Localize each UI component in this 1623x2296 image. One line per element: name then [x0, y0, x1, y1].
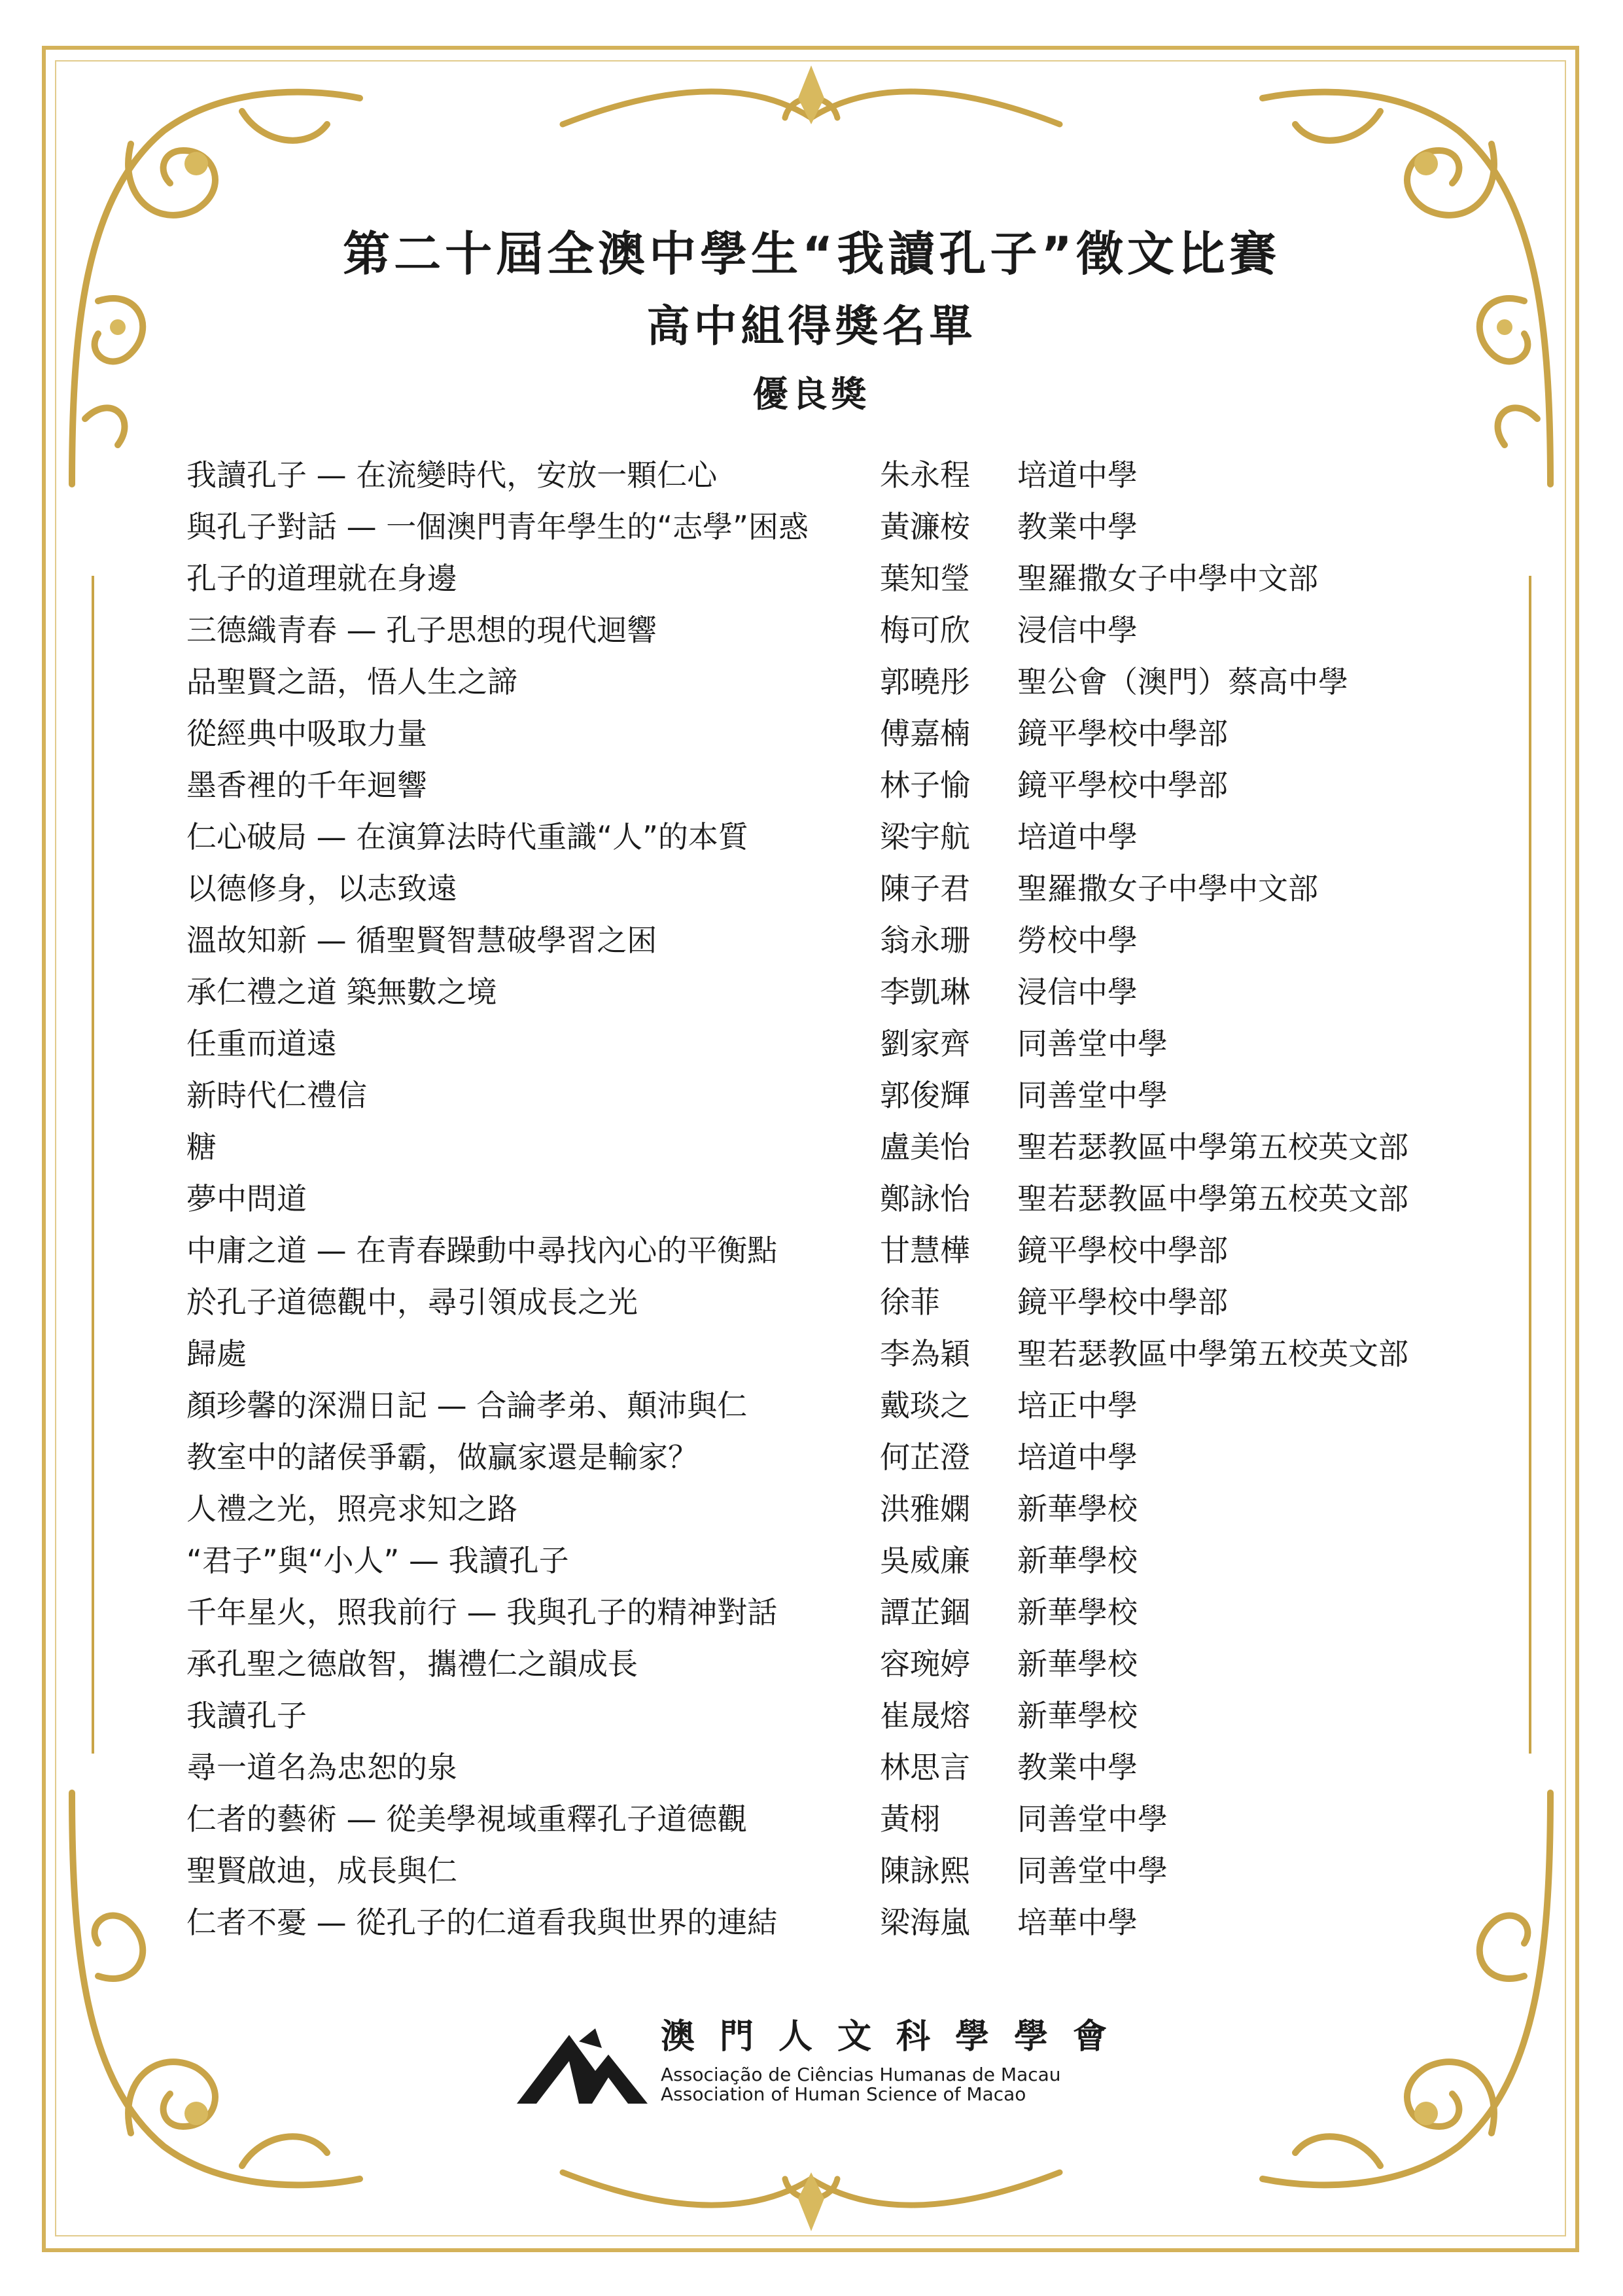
list-item [186, 911, 1462, 963]
entry-title: 於孔子道德觀中，尋引領成長之光 [186, 1284, 638, 1320]
entry-title: 三德織青春 — 孔子思想的現代迴響 [186, 612, 657, 648]
list-item [186, 653, 1462, 705]
page-subtitle: 高中組得獎名單 [646, 301, 977, 351]
list-item [186, 808, 1462, 860]
entry-title: 墨香裡的千年迴響 [186, 768, 427, 803]
school-name: 聖公會（澳門）蔡高中學 [1017, 664, 1348, 699]
page-title: 第二十屆全澳中學生“我讀孔子”徵文比賽 [343, 226, 1280, 281]
school-name: 新華學校 [1017, 1595, 1138, 1630]
list-item [186, 1273, 1462, 1325]
list-item [186, 756, 1462, 808]
award-list [186, 446, 1462, 1945]
school-name: 培道中學 [1017, 1439, 1138, 1475]
student-name: 朱永程 [880, 457, 970, 493]
school-name: 同善堂中學 [1017, 1853, 1168, 1888]
mountain-logo-icon [517, 2022, 648, 2107]
student-name: 甘慧樺 [880, 1233, 970, 1268]
student-name: 戴琰之 [880, 1388, 970, 1423]
student-name: 梁宇航 [880, 819, 970, 855]
entry-title: 尋一道名為忠恕的泉 [186, 1750, 457, 1785]
student-name: 李為穎 [880, 1336, 970, 1371]
left-border-line [92, 576, 94, 1754]
entry-title: 夢中問道 [186, 1181, 307, 1216]
list-item [186, 550, 1462, 601]
entry-title: 仁者的藝術 — 從美學視域重釋孔子道德觀 [186, 1801, 748, 1837]
student-name: 何芷澄 [880, 1439, 970, 1475]
school-name: 鏡平學校中學部 [1017, 716, 1228, 751]
school-name: 同善堂中學 [1017, 1801, 1168, 1837]
entry-title: 品聖賢之語，悟人生之諦 [186, 664, 517, 699]
school-name: 鏡平學校中學部 [1017, 1233, 1228, 1268]
entry-title: 歸處 [186, 1336, 247, 1371]
school-name: 新華學校 [1017, 1646, 1138, 1682]
list-item [186, 1067, 1462, 1118]
organization-name-cn: 澳門人文科學學會 [661, 2017, 1132, 2057]
school-name: 同善堂中學 [1017, 1078, 1168, 1113]
entry-title: 人禮之光，照亮求知之路 [186, 1491, 517, 1527]
list-item [186, 1790, 1462, 1842]
entry-title: 顏珍馨的深淵日記 — 合論孝弟、顛沛與仁 [186, 1388, 748, 1423]
school-name: 鏡平學校中學部 [1017, 768, 1228, 803]
school-name: 勞校中學 [1017, 923, 1138, 958]
organization-name-en: Association of Human Science of Macao [661, 2083, 1026, 2105]
student-name: 李凱琳 [880, 974, 970, 1010]
list-item [186, 1015, 1462, 1067]
entry-title: 以德修身，以志致遠 [186, 871, 457, 906]
student-name: 陳詠熙 [880, 1853, 970, 1888]
entry-title: 承孔聖之德啟智，攜禮仁之韻成長 [186, 1646, 638, 1682]
list-item [186, 1377, 1462, 1428]
list-item [186, 1739, 1462, 1790]
school-name: 聖羅撒女子中學中文部 [1017, 561, 1318, 596]
entry-title: 中庸之道 — 在青春躁動中尋找內心的平衡點 [186, 1233, 778, 1268]
student-name: 容琬婷 [880, 1646, 970, 1682]
list-item [186, 1222, 1462, 1273]
school-name: 浸信中學 [1017, 612, 1138, 648]
student-name: 徐菲 [880, 1284, 940, 1320]
school-name: 教業中學 [1017, 509, 1138, 544]
entry-title: 仁者不憂 — 從孔子的仁道看我與世界的連結 [186, 1905, 778, 1940]
entry-title: 與孔子對話 — 一個澳門青年學生的“志學”困惑 [186, 509, 809, 544]
organization-name-latin [661, 2065, 1061, 2104]
student-name: 林子愉 [880, 768, 970, 803]
entry-title: 千年星火，照我前行 — 我與孔子的精神對話 [186, 1595, 778, 1630]
list-item [186, 963, 1462, 1015]
school-name: 鏡平學校中學部 [1017, 1284, 1228, 1320]
organization-logo [517, 2009, 1138, 2120]
entry-title: 我讀孔子 — 在流變時代，安放一顆仁心 [186, 457, 718, 493]
student-name: 郭曉彤 [880, 664, 970, 699]
entry-title: 孔子的道理就在身邊 [186, 561, 457, 596]
list-item [186, 1532, 1462, 1583]
student-name: 鄭詠怡 [880, 1181, 970, 1216]
list-item [186, 1842, 1462, 1894]
student-name: 林思言 [880, 1750, 970, 1785]
entry-title: 糖 [186, 1129, 217, 1165]
list-item [186, 860, 1462, 911]
student-name: 葉知瑩 [880, 561, 970, 596]
award-heading: 優良獎 [752, 374, 871, 415]
school-name: 培華中學 [1017, 1905, 1138, 1940]
entry-title: 從經典中吸取力量 [186, 716, 427, 751]
entry-title: 溫故知新 — 循聖賢智慧破學習之困 [186, 923, 657, 958]
list-item [186, 1118, 1462, 1170]
organization-name-pt: Associação de Ciências Humanas de Macau [661, 2064, 1061, 2085]
entry-title: 任重而道遠 [186, 1026, 337, 1061]
student-name: 郭俊輝 [880, 1078, 970, 1113]
student-name: 崔晟熔 [880, 1698, 970, 1733]
entry-title: 仁心破局 — 在演算法時代重識“人”的本質 [186, 819, 748, 855]
list-item [186, 1635, 1462, 1687]
school-name: 同善堂中學 [1017, 1026, 1168, 1061]
entry-title: 聖賢啟迪，成長與仁 [186, 1853, 457, 1888]
list-item [186, 1687, 1462, 1739]
school-name: 聖羅撒女子中學中文部 [1017, 871, 1318, 906]
entry-title: 承仁禮之道 築無數之境 [186, 974, 497, 1010]
student-name: 陳子君 [880, 871, 970, 906]
school-name: 教業中學 [1017, 1750, 1138, 1785]
school-name: 浸信中學 [1017, 974, 1138, 1010]
top-center-ornament-icon [550, 52, 1073, 157]
list-item [186, 1170, 1462, 1222]
list-item [186, 705, 1462, 756]
list-item [186, 1480, 1462, 1532]
entry-title: 教室中的諸侯爭霸，做贏家還是輸家？ [186, 1439, 698, 1475]
list-item [186, 601, 1462, 653]
student-name: 傅嘉楠 [880, 716, 970, 751]
school-name: 培正中學 [1017, 1388, 1138, 1423]
student-name: 黃栩 [880, 1801, 940, 1837]
list-item [186, 1583, 1462, 1635]
entry-title: “君子”與“小人” — 我讀孔子 [186, 1543, 569, 1578]
student-name: 吳威廉 [880, 1543, 970, 1578]
list-item [186, 1428, 1462, 1480]
entry-title: 新時代仁禮信 [186, 1078, 367, 1113]
list-item [186, 1894, 1462, 1945]
school-name: 聖若瑟教區中學第五校英文部 [1017, 1129, 1408, 1165]
bottom-center-ornament-icon [550, 2140, 1073, 2244]
student-name: 翁永珊 [880, 923, 970, 958]
entry-title: 我讀孔子 [186, 1698, 307, 1733]
student-name: 劉家齊 [880, 1026, 970, 1061]
student-name: 梁海嵐 [880, 1905, 970, 1940]
school-name: 新華學校 [1017, 1543, 1138, 1578]
student-name: 盧美怡 [880, 1129, 970, 1165]
student-name: 譚芷錮 [880, 1595, 970, 1630]
student-name: 黃濂桉 [880, 509, 970, 544]
school-name: 聖若瑟教區中學第五校英文部 [1017, 1181, 1408, 1216]
student-name: 梅可欣 [880, 612, 970, 648]
student-name: 洪雅嫻 [880, 1491, 970, 1527]
school-name: 新華學校 [1017, 1698, 1138, 1733]
list-item [186, 498, 1462, 550]
school-name: 聖若瑟教區中學第五校英文部 [1017, 1336, 1408, 1371]
list-item [186, 446, 1462, 498]
school-name: 新華學校 [1017, 1491, 1138, 1527]
list-item [186, 1325, 1462, 1377]
school-name: 培道中學 [1017, 457, 1138, 493]
school-name: 培道中學 [1017, 819, 1138, 855]
right-border-line [1529, 576, 1531, 1754]
